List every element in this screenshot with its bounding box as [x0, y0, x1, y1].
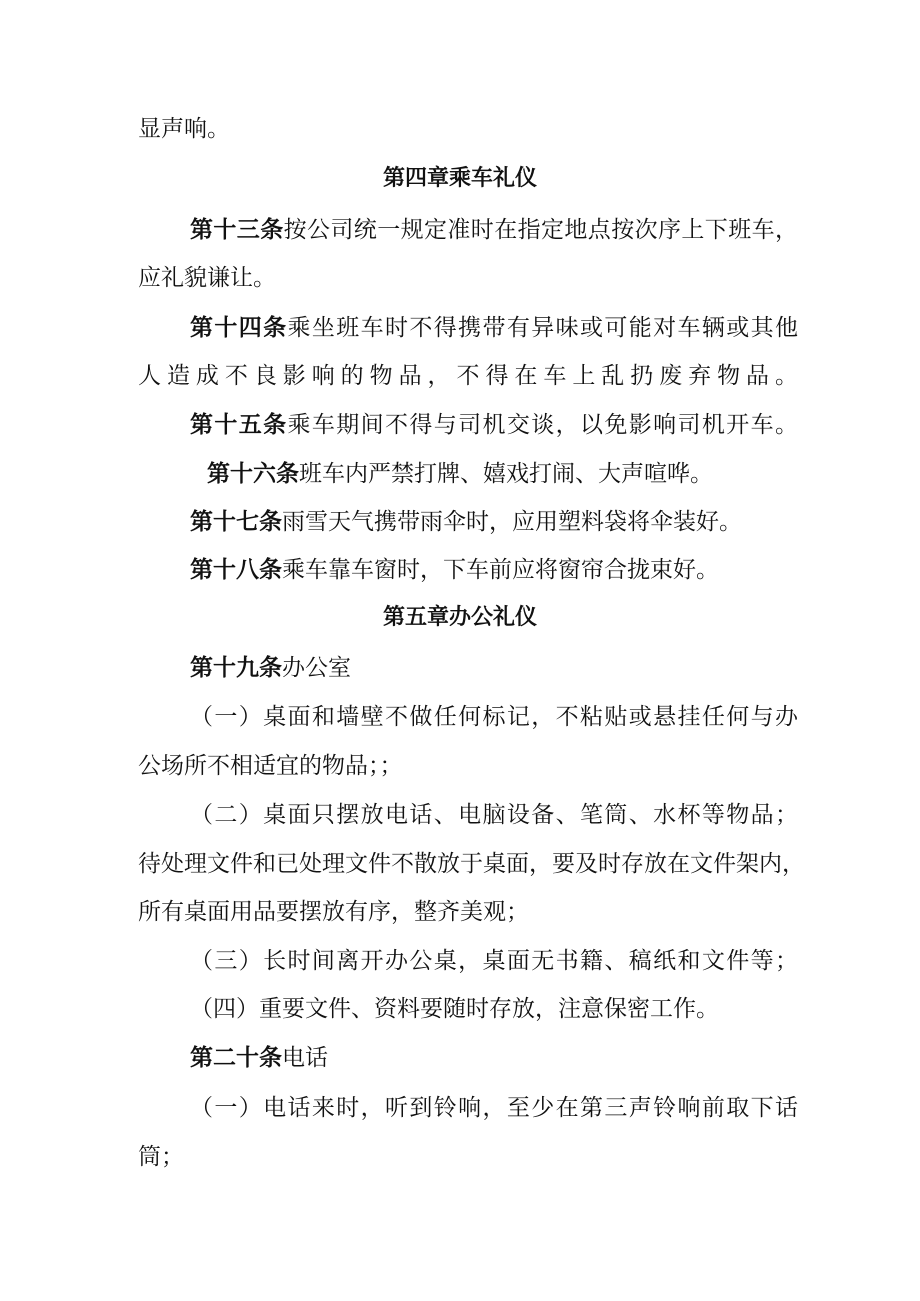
paragraph-line: 显声响。 [138, 116, 230, 142]
article-label: 第十六条 [207, 461, 299, 487]
article-text: 电话 [282, 1045, 328, 1071]
paragraph-line: 待处理文件和已处理文件不散放于桌面，要及时存放在文件架内， [138, 851, 805, 877]
article-18 [190, 554, 798, 586]
clause-line: （一）桌面和墙壁不做任何标记，不粘贴或悬挂任何与办 [190, 704, 798, 730]
clause-line: （一）电话来时，听到铃响，至少在第三声铃响前取下话 [190, 1095, 798, 1121]
article-13 [190, 214, 798, 246]
article-label: 第十八条 [190, 557, 282, 583]
paragraph-line: 所有桌面用品要摆放有序，整齐美观； [138, 899, 529, 925]
article-text: 乘车期间不得与司机交谈，以免影响司机开车。 [287, 412, 798, 438]
chapter-heading-4: 第四章乘车礼仪 [382, 166, 537, 191]
article-19 [190, 652, 798, 684]
article-label: 第十七条 [190, 509, 282, 535]
article-text: 乘车靠车窗时，下车前应将窗帘合拢束好。 [282, 557, 719, 583]
article-text: 班车内严禁打牌、嬉戏打闹、大声喧哗。 [299, 461, 713, 487]
paragraph-line: 应礼貌谦让。 [138, 265, 276, 291]
article-20 [190, 1042, 798, 1074]
clause-line: （三）长时间离开办公桌，桌面无书籍、稿纸和文件等； [190, 948, 798, 974]
article-label: 第十三条 [190, 217, 284, 243]
article-label: 第十五条 [190, 412, 288, 438]
article-16 [207, 458, 867, 490]
article-text: 乘坐班车时不得携带有异味或可能对车辆或其他 [287, 315, 798, 341]
paragraph-line: 公场所不相适宜的物品；； [138, 753, 403, 779]
paragraph-line: 人造成不良影响的物品，不得在车上乱扔废弃物品。 [138, 363, 798, 389]
article-text: 办公室 [282, 655, 351, 681]
clause-line: （四）重要文件、资料要随时存放，注意保密工作。 [190, 996, 719, 1022]
article-text: 按公司统一规定准时在指定地点按次序上下班车， [283, 217, 799, 243]
paragraph-line: 筒； [138, 1144, 184, 1170]
article-label: 第十四条 [190, 315, 288, 341]
article-15 [190, 409, 798, 441]
article-14 [190, 312, 798, 344]
article-text: 雨雪天气携带雨伞时，应用塑料袋将伞装好。 [282, 509, 742, 535]
chapter-heading-5: 第五章办公礼仪 [382, 605, 537, 630]
article-17 [190, 506, 798, 538]
article-label: 第二十条 [190, 1045, 282, 1071]
clause-line: （二）桌面只摆放电话、电脑设备、笔筒、水杯等物品； [190, 802, 798, 828]
article-label: 第十九条 [190, 655, 282, 681]
